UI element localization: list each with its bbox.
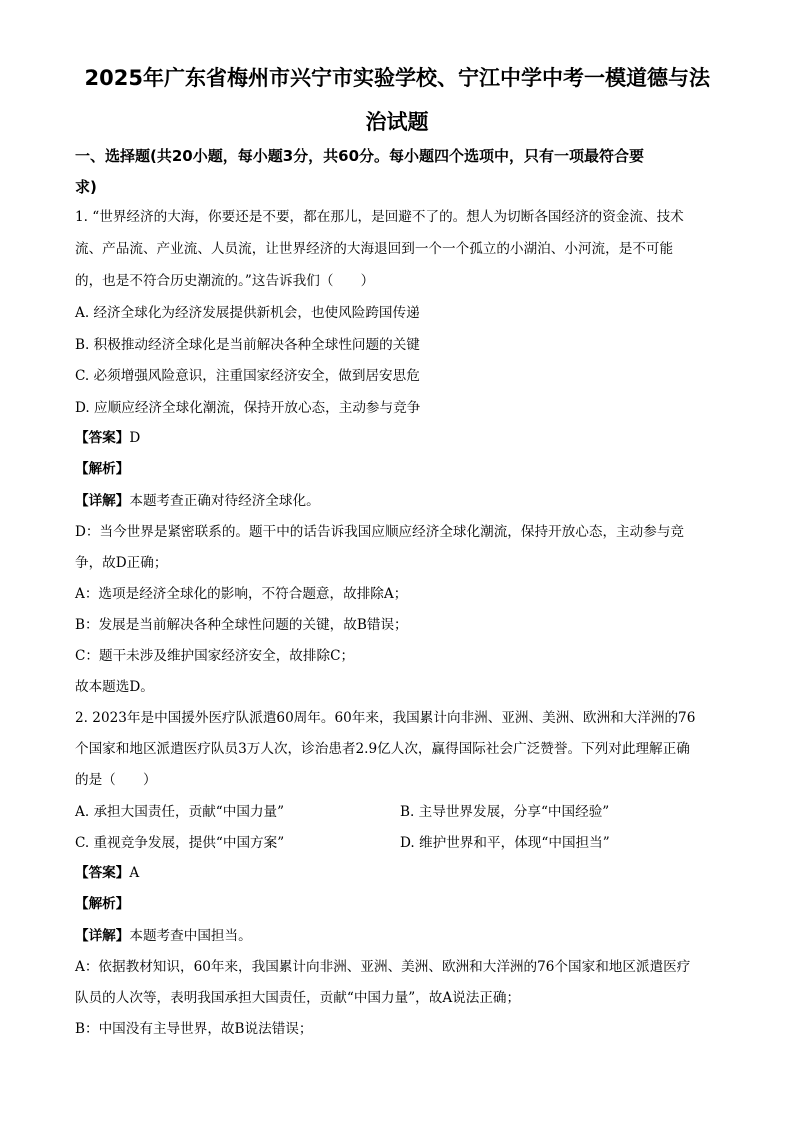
q1-option-c: C. 必须增强风险意识，注重国家经济安全，做到居安思危 bbox=[75, 368, 420, 384]
q1-expl-d-line1: D：当今世界是紧密联系的。题干中的话告诉我国应顺应经济全球化潮流，保持开放心态，主动参与竞 bbox=[75, 524, 685, 540]
q2-option-b: B. 主导世界发展，分享“中国经验” bbox=[400, 804, 610, 820]
q1-analysis-tag: 【解析】 bbox=[75, 461, 130, 477]
q1-option-d: D. 应顺应经济全球化潮流，保持开放心态，主动参与竞争 bbox=[75, 400, 421, 416]
q2-analysis bbox=[75, 894, 129, 914]
q2-stem-line3: 的是（ ） bbox=[75, 772, 157, 788]
q1-expl-c: C：题干未涉及维护国家经济安全，故排除C； bbox=[75, 648, 355, 664]
q1-analysis bbox=[75, 459, 129, 479]
q2-option-a: A. 承担大国责任，贡献“中国力量” bbox=[75, 804, 285, 820]
q2-stem-line2: 个国家和地区派遣医疗队员3万人次，诊治患者2.9亿人次，赢得国际社会广泛赞誉。下列对此理解正确 bbox=[75, 741, 690, 757]
q2-stem-line1: 2. 2023年是中国援外医疗队派遣60周年。60年来，我国累计向非洲、亚洲、美洲、欧洲和大洋洲的76 bbox=[75, 710, 696, 726]
section-heading-line1: 一、选择题(共20小题，每小题3分，共60分。每小题四个选项中，只有一项最符合要 bbox=[75, 147, 645, 165]
q1-stem-line3: 的，也是不符合历史潮流的。”这告诉我们（ ） bbox=[75, 273, 375, 289]
q2-detail bbox=[75, 926, 252, 946]
document-title-line2: 治试题 bbox=[365, 110, 429, 134]
q2-option-c: C. 重视竞争发展，提供“中国方案” bbox=[75, 835, 285, 851]
q1-answer-value: D bbox=[129, 430, 141, 446]
q1-expl-a: A：选项是经济全球化的影响，不符合题意，故排除A； bbox=[75, 586, 408, 602]
q2-option-d: D. 维护世界和平，体现“中国担当” bbox=[400, 835, 610, 851]
q2-expl-a-line2: 队员的人次等，表明我国承担大国责任，贡献“中国力量”，故A说法正确； bbox=[75, 990, 521, 1006]
q2-answer-tag: 【答案】 bbox=[75, 865, 130, 881]
document-title-line1: 2025年广东省梅州市兴宁市实验学校、宁江中学中考一模道德与法 bbox=[84, 66, 710, 90]
q1-expl-d-line2: 争，故D正确； bbox=[75, 555, 168, 571]
q1-option-a: A. 经济全球化为经济发展提供新机会，也使风险跨国传递 bbox=[75, 305, 420, 321]
q2-detail-tag: 【详解】 bbox=[75, 928, 130, 944]
q1-detail bbox=[75, 491, 320, 511]
q1-answer bbox=[75, 428, 140, 448]
q2-answer bbox=[75, 863, 139, 883]
q1-expl-b: B：发展是当前解决各种全球性问题的关键，故B错误； bbox=[75, 617, 408, 633]
section-heading-line2: 求) bbox=[75, 178, 97, 196]
q1-conclusion: 故本题选D。 bbox=[75, 679, 154, 695]
q2-answer-value: A bbox=[129, 865, 140, 881]
q1-detail-text: 本题考查正确对待经济全球化。 bbox=[129, 493, 320, 509]
q2-expl-a-line1: A：依据教材知识，60年来，我国累计向非洲、亚洲、美洲、欧洲和大洋洲的76个国家和地区派遣医疗 bbox=[75, 959, 691, 975]
q1-stem-line2: 流、产品流、产业流、人员流，让世界经济的大海退回到一个一个孤立的小湖泊、小河流，是不可能 bbox=[75, 241, 674, 257]
q2-detail-text: 本题考查中国担当。 bbox=[129, 928, 252, 944]
q2-expl-b: B：中国没有主导世界，故B说法错误； bbox=[75, 1021, 313, 1037]
q1-detail-tag: 【详解】 bbox=[75, 493, 130, 509]
q1-option-b: B. 积极推动经济全球化是当前解决各种全球性问题的关键 bbox=[75, 337, 420, 353]
q1-stem-line1: 1. “世界经济的大海，你要还是不要，都在那儿，是回避不了的。想人为切断各国经济的资金流、技术 bbox=[75, 209, 684, 225]
q1-answer-tag: 【答案】 bbox=[75, 430, 130, 446]
q2-analysis-tag: 【解析】 bbox=[75, 896, 130, 912]
